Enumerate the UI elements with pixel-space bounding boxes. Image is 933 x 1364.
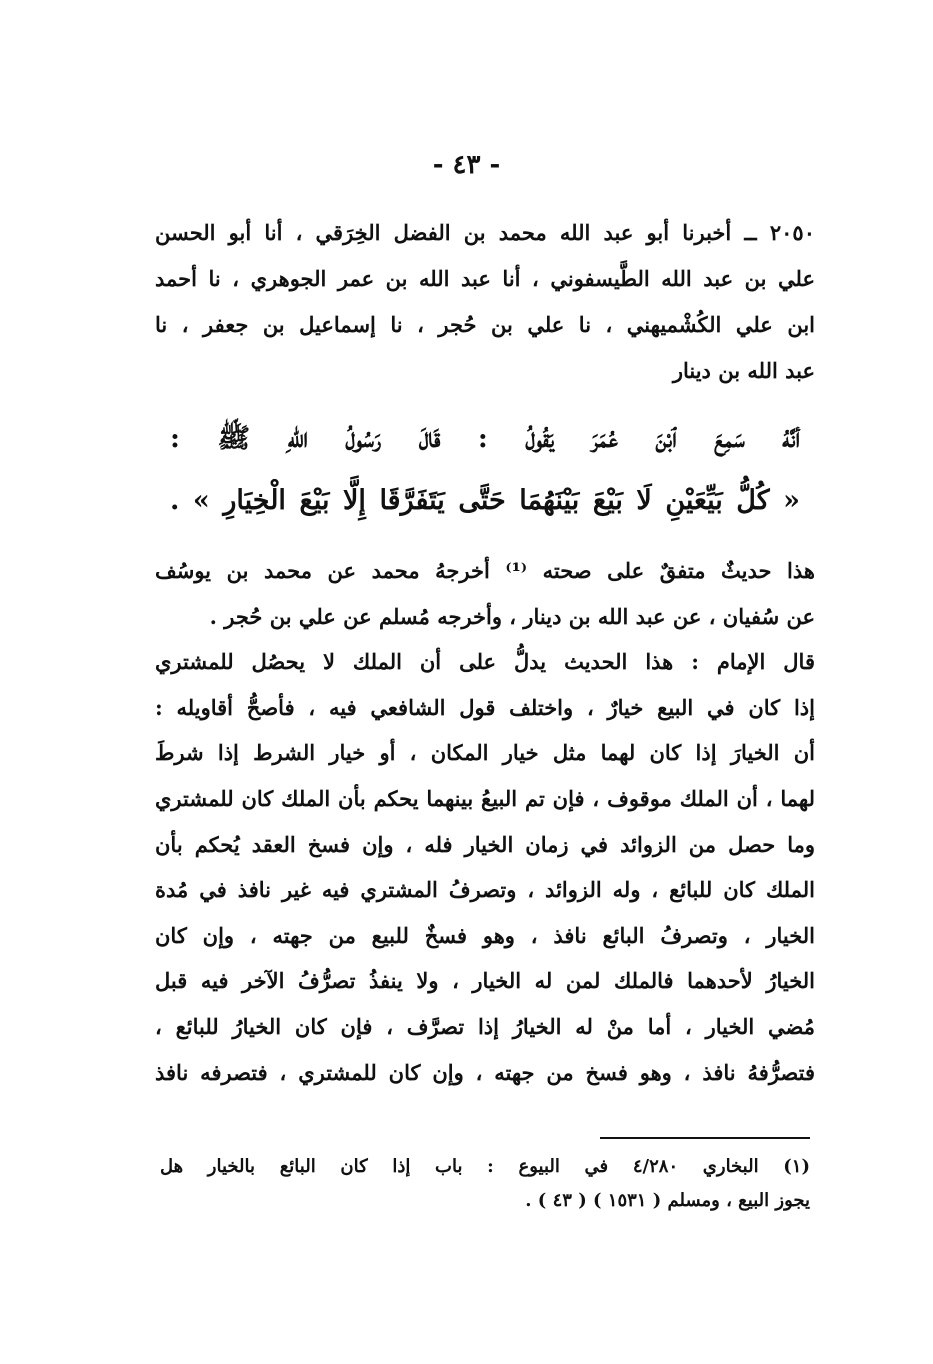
commentary-line: لهما ، أن الملك موقوف ، فإن تم البيعُ بينهما يحكم بأن الملك كان للمشتري <box>155 785 815 811</box>
page-number: - ٤٣ - <box>432 150 501 180</box>
isnad-line: عبد الله بن دينار <box>672 358 815 383</box>
commentary-line: وما حصل من الزوائد في زمان الخيار فله ، وإن فسخ العقد يُحكم بأن <box>155 831 815 857</box>
isnad-line: علي بن عبد الله الطَّيسفوني ، أنا عبد الله بن عمر الجوهري ، نا أحمد <box>155 266 815 291</box>
commentary-line: فتصرُّفهُ نافذ ، وهو فسخ من جهته ، وإن كان للمشتري ، فتصرفه نافذ <box>155 1059 815 1085</box>
commentary-line: الخيار ، وتصرفُ البائع نافذ ، وهو فسخٌ للبيع من جهته ، وإن كان <box>155 922 815 948</box>
commentary-line: هذا حديثٌ متفقٌ على صحته ⁽¹⁾ أخرجهُ محمد عن محمد بن يوسُف <box>155 558 815 583</box>
commentary-line: عن سُفيان ، عن عبد الله بن دينار ، وأخرجه مُسلم عن علي بن حُجر . <box>209 603 815 629</box>
hadith-line: أنَّهُ سَمِعَ ٱبْنَ عُمَرَ يَقُولُ : قَالَ رَسُولُ اللهِ ﷺ : <box>170 423 800 454</box>
isnad-line: ابن علي الكُشْميهني ، نا علي بن حُجر ، نا إسماعيل بن جعفر ، نا <box>155 312 815 337</box>
isnad-line: ٢٠٥٠ ــ أخبرنا أبو عبد الله محمد بن الفضل الخِرَقي ، أنا أبو الحسن <box>155 220 815 245</box>
commentary-line: قال الإمام : هذا الحديث يدلُّ على أن الملك لا يحصُل للمشتري <box>155 649 815 675</box>
footnote-line: (١) البخاري ٤/٢٨٠ في البيوع : باب إذا كان البائع بالخيار هل <box>160 1156 810 1177</box>
footnote-line: يجوز البيع ، ومسلم ( ١٥٣١ ) ( ٤٣ ) . <box>525 1190 810 1211</box>
commentary-line: أن الخيارَ إذا كان لهما مثل خيار المكان ، أو خيار الشرط إذا شرطَ <box>155 740 815 766</box>
commentary-paragraph <box>155 548 815 1095</box>
hadith-text <box>170 408 800 532</box>
commentary-line: الملك كان للبائع ، وله الزوائد ، وتصرفُ المشتري فيه غير نافذ في مُدة <box>155 877 815 903</box>
hadith-line: « كُلُّ بَيِّعَيْنِ لَا بَيْعَ بَيْنَهُمَا حَتَّى يَتَفَرَّقَا إِلَّا بَيْعَ الْخِيَارِ » . <box>170 485 800 516</box>
commentary-line: مُضي الخيار ، أما منْ له الخيارُ إذا تصرَّف ، فإن كان الخيارُ للبائع ، <box>155 1013 815 1039</box>
commentary-line: الخيارُ لأحدهما فالملك لمن له الخيار ، ولا ينفذُ تصرُّفُ الآخر فيه قبل <box>155 968 815 994</box>
commentary-line: إذا كان في البيع خيارٌ ، واختلف قول الشافعي فيه ، فأصحُّ أقاويله : <box>155 694 815 720</box>
footnote-divider <box>600 1137 810 1139</box>
isnad-paragraph <box>155 210 815 394</box>
footnotes <box>160 1150 810 1218</box>
